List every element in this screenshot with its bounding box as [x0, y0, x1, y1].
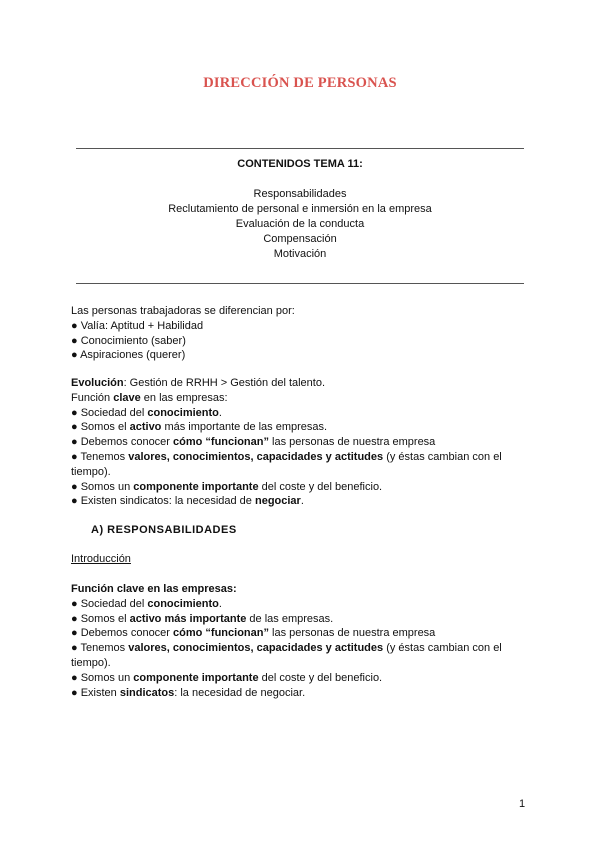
- text: .: [218, 597, 222, 610]
- bold-text: sindicatos: [119, 686, 175, 699]
- text: de las empresas.: [246, 612, 334, 625]
- list-item: ● Valía: Aptitud + Habilidad: [71, 319, 204, 332]
- text: ● Somos el: [71, 421, 130, 434]
- bold-text: negociar: [254, 495, 301, 508]
- text: del coste y del beneficio.: [258, 671, 383, 684]
- text: las personas de nuestra empresa: [268, 627, 436, 640]
- subsection-heading: Introducción: [71, 553, 131, 565]
- table-of-contents: [76, 157, 524, 262]
- list-item: [71, 494, 531, 509]
- differences-block: [71, 304, 531, 363]
- text: ● Somos un: [71, 480, 134, 493]
- text: en las empresas:: [140, 391, 228, 404]
- paragraph: [71, 391, 531, 406]
- contents-item: Responsabilidades: [253, 188, 347, 200]
- list-item: [71, 420, 531, 435]
- contents-item: Reclutamiento de personal e inmersión en la empresa: [168, 203, 432, 215]
- text: (y éstas cambian con el tiempo).: [71, 642, 502, 669]
- list-item: [71, 641, 531, 671]
- text: ● Existen: [71, 686, 120, 699]
- bold-text: valores, conocimientos, capacidades y actitudes: [128, 642, 384, 655]
- text: las personas de nuestra empresa: [268, 436, 436, 449]
- bold-text: Función clave en las empresas:: [71, 583, 237, 595]
- list-item: [71, 612, 531, 627]
- key-function-block: [71, 582, 531, 700]
- text: ● Existen sindicatos: la necesidad de: [71, 495, 255, 508]
- text: ● Sociedad del: [71, 597, 148, 610]
- list-item: [71, 450, 531, 480]
- contents-heading: CONTENIDOS TEMA 11:: [237, 158, 363, 170]
- list-item: [71, 671, 531, 686]
- text: ● Sociedad del: [71, 406, 148, 419]
- text: ● Debemos conocer: [71, 627, 174, 640]
- bold-text: clave: [113, 391, 141, 404]
- section-heading: A) RESPONSABILIDADES: [91, 524, 237, 536]
- list-item: ● Aspiraciones (querer): [71, 349, 186, 362]
- paragraph: Las personas trabajadoras se diferencian por:: [71, 305, 295, 317]
- evolution-block: [71, 376, 531, 509]
- text: ● Debemos conocer: [71, 436, 174, 449]
- text: ● Tenemos: [71, 450, 129, 463]
- text: del coste y del beneficio.: [258, 480, 383, 493]
- text: : la necesidad de negociar.: [174, 686, 306, 699]
- text: ● Tenemos: [71, 642, 129, 655]
- bold-text: activo más importante: [129, 612, 247, 625]
- list-item: [71, 626, 531, 641]
- bold-text: Evolución: [71, 377, 124, 389]
- contents-item: Motivación: [273, 248, 327, 260]
- bold-text: conocimiento: [147, 597, 219, 610]
- list-item: [71, 686, 531, 701]
- text: ● Somos el: [71, 612, 130, 625]
- top-divider: [76, 148, 524, 149]
- text: (y éstas cambian con el tiempo).: [71, 450, 502, 478]
- list-item: [71, 435, 531, 450]
- text: Función: [71, 391, 114, 404]
- text: : Gestión de RRHH > Gestión del talento.: [123, 377, 326, 389]
- contents-item: Evaluación de la conducta: [235, 218, 365, 230]
- contents-item: Compensación: [263, 233, 337, 245]
- bold-text: valores, conocimientos, capacidades y actitudes: [128, 450, 384, 463]
- list-item: [71, 480, 531, 495]
- document-title: DIRECCIÓN DE PERSONAS: [203, 75, 397, 91]
- paragraph: [71, 582, 531, 597]
- text: ● Somos un: [71, 671, 134, 684]
- bottom-divider: [76, 283, 524, 284]
- text: más importante de las empresas.: [161, 421, 328, 434]
- paragraph: [71, 376, 531, 391]
- text: .: [300, 495, 304, 508]
- list-item: ● Conocimiento (saber): [71, 334, 186, 347]
- bold-text: componente importante: [133, 480, 259, 493]
- bold-text: componente importante: [133, 671, 259, 684]
- bold-text: conocimiento: [147, 406, 219, 419]
- text: .: [218, 406, 222, 419]
- list-item: [71, 406, 531, 421]
- bold-text: activo: [129, 421, 162, 434]
- bold-text: cómo “funcionan”: [173, 627, 269, 640]
- bold-text: cómo “funcionan”: [173, 436, 269, 449]
- page-number: 1: [519, 798, 526, 810]
- list-item: [71, 597, 531, 612]
